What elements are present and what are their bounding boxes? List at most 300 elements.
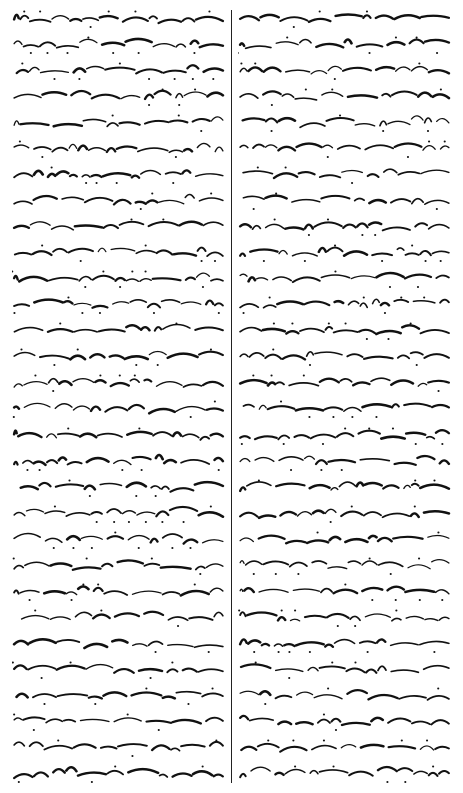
ink-stroke [129, 405, 144, 409]
ink-dot [334, 78, 336, 80]
ink-stroke [307, 540, 328, 543]
ink-stroke [74, 304, 91, 306]
ink-stroke [260, 691, 270, 695]
ink-dot [410, 323, 412, 325]
ink-stroke [357, 44, 382, 46]
ink-stroke [258, 744, 279, 748]
ink-stroke [388, 718, 410, 722]
ink-dot [441, 599, 443, 601]
ink-stroke [336, 14, 362, 16]
ink-stroke [34, 461, 46, 464]
ink-dot [441, 443, 443, 445]
ink-stroke [323, 145, 332, 148]
ink-dot [400, 297, 402, 299]
ink-stroke [114, 200, 130, 205]
ink-stroke [126, 326, 139, 329]
ink-stroke [371, 379, 390, 382]
ink-stroke [14, 173, 32, 177]
ink-stroke [98, 433, 122, 436]
verse-line [238, 372, 451, 394]
ink-stroke [48, 174, 55, 177]
ink-stroke [14, 430, 17, 434]
ink-stroke [103, 692, 126, 696]
ink-stroke [107, 509, 121, 513]
ink-stroke [255, 436, 277, 439]
ink-stroke [105, 68, 134, 70]
ink-dot [94, 703, 96, 705]
ink-dot [41, 156, 43, 158]
ink-stroke [363, 15, 370, 18]
ink-stroke [240, 538, 253, 542]
ink-stroke [46, 719, 62, 722]
ink-stroke [240, 691, 259, 694]
ink-dot [86, 557, 88, 559]
ink-stroke [23, 460, 32, 462]
ink-stroke [144, 611, 163, 614]
ink-stroke [279, 251, 287, 255]
ink-dot [238, 609, 240, 611]
ink-stroke [263, 561, 288, 564]
ink-dot [253, 651, 255, 653]
ink-stroke [149, 641, 163, 645]
ink-stroke [346, 668, 364, 672]
ink-stroke [428, 696, 449, 700]
ink-stroke [138, 148, 168, 151]
ink-stroke [278, 721, 291, 723]
ink-stroke [305, 456, 315, 459]
ink-stroke [259, 515, 275, 517]
ink-stroke [347, 690, 367, 694]
ink-dot [444, 141, 446, 143]
ink-dot [68, 479, 70, 481]
ink-stroke [321, 196, 349, 199]
ink-dot [426, 739, 428, 741]
ink-stroke [289, 383, 318, 386]
ink-dot [177, 625, 179, 627]
ink-stroke [425, 40, 449, 43]
ink-dot [344, 583, 346, 585]
ink-dot [351, 416, 353, 418]
ink-stroke [357, 482, 364, 486]
ink-stroke [268, 383, 275, 386]
ink-stroke [149, 16, 156, 18]
ink-stroke [128, 769, 158, 773]
ink-stroke [259, 406, 266, 410]
ink-stroke [377, 639, 385, 642]
ink-stroke [186, 278, 195, 280]
ink-dot [436, 52, 438, 54]
ink-stroke [14, 742, 24, 746]
ink-stroke [418, 384, 426, 387]
ink-stroke [280, 747, 306, 752]
verse-line [238, 216, 451, 238]
verse-line [238, 138, 451, 160]
ink-stroke [171, 748, 180, 750]
ink-dot [253, 573, 255, 575]
ink-stroke [294, 435, 309, 437]
verse-line [12, 216, 225, 238]
ink-stroke [69, 145, 77, 149]
ink-stroke [43, 92, 66, 95]
ink-stroke [207, 409, 223, 411]
ink-stroke [148, 304, 160, 308]
ink-dot [308, 416, 310, 418]
verse-line [12, 529, 225, 551]
ink-dot [218, 469, 220, 471]
ink-stroke [307, 352, 314, 356]
ink-dot [30, 52, 32, 54]
ink-dot [99, 375, 101, 377]
ink-stroke [159, 20, 181, 23]
verse-line [238, 503, 451, 525]
ink-stroke [145, 121, 169, 124]
ink-stroke [251, 767, 270, 771]
ink-stroke [162, 300, 180, 303]
ink-stroke [20, 590, 39, 592]
ink-stroke [319, 248, 326, 252]
ink-stroke [147, 721, 171, 723]
ink-dot [242, 312, 244, 314]
ink-dot [323, 739, 325, 741]
verse-line [238, 60, 451, 82]
ink-stroke [110, 356, 123, 358]
ink-stroke [413, 301, 434, 303]
ink-stroke [246, 561, 262, 565]
ink-dot [278, 651, 280, 653]
ink-dot [210, 349, 212, 351]
ink-stroke [266, 145, 277, 148]
ink-stroke [14, 718, 21, 720]
ink-stroke [86, 664, 113, 669]
ink-dot [70, 599, 72, 601]
ink-stroke [412, 116, 423, 120]
ink-dot [368, 427, 370, 429]
ink-stroke [312, 745, 336, 749]
ink-stroke [14, 641, 28, 645]
ink-stroke [139, 669, 162, 671]
ink-dot [201, 260, 203, 262]
ink-stroke [80, 39, 97, 42]
ink-stroke [286, 70, 310, 72]
ink-dot [281, 609, 283, 611]
ink-dot [148, 78, 150, 80]
verse-line [12, 477, 225, 499]
ink-dot [66, 52, 68, 54]
ink-stroke [436, 430, 449, 433]
ink-dot [95, 182, 97, 184]
ink-stroke [436, 276, 449, 279]
ink-dot [363, 297, 365, 299]
ink-stroke [114, 460, 131, 464]
ink-stroke [92, 306, 107, 308]
ink-stroke [81, 719, 109, 721]
ink-dot [344, 427, 346, 429]
ink-dot [291, 323, 293, 325]
ink-stroke [412, 483, 419, 485]
ink-stroke [39, 483, 50, 486]
verse-line [238, 164, 451, 186]
ink-stroke [90, 355, 104, 358]
ink-dot [23, 11, 25, 13]
ink-dot [273, 323, 275, 325]
ink-stroke [114, 718, 141, 722]
ink-stroke [292, 200, 320, 202]
ink-stroke [117, 147, 136, 149]
ink-stroke [259, 535, 285, 538]
ink-stroke [168, 644, 193, 646]
ink-stroke [376, 16, 393, 19]
ink-stroke [296, 642, 323, 645]
ink-stroke [240, 774, 246, 777]
ink-dot [41, 677, 43, 679]
ink-dot [270, 375, 272, 377]
ink-stroke [14, 353, 35, 357]
ink-stroke [14, 202, 32, 205]
ink-stroke [250, 718, 273, 720]
ink-dot [332, 416, 334, 418]
ink-dot [424, 260, 426, 262]
ink-dot [171, 661, 173, 663]
ink-stroke [157, 382, 182, 387]
ink-stroke [284, 644, 294, 646]
ink-dot [354, 625, 356, 627]
ink-stroke [353, 383, 369, 386]
ink-dot [440, 260, 442, 262]
ink-dot [264, 703, 266, 705]
ink-stroke [30, 639, 56, 643]
ink-stroke [93, 276, 114, 280]
ink-dot [437, 390, 439, 392]
ink-stroke [184, 92, 206, 96]
ink-dot [290, 469, 292, 471]
verse-line [238, 425, 451, 447]
ink-dot [183, 521, 185, 523]
ink-stroke [345, 40, 352, 44]
ink-dot [418, 63, 420, 65]
ink-dot [121, 469, 123, 471]
verse-line [12, 112, 225, 134]
ink-dot [162, 89, 164, 91]
ink-dot [330, 521, 332, 523]
ink-dot [108, 11, 110, 13]
ink-dot [72, 547, 74, 549]
ink-stroke [102, 563, 112, 566]
ink-stroke [274, 644, 282, 646]
ink-stroke [348, 95, 377, 97]
ink-dot [294, 765, 296, 767]
ink-stroke [253, 226, 261, 229]
verse-line [238, 398, 451, 420]
ink-stroke [316, 460, 327, 464]
ink-stroke [58, 694, 88, 696]
ink-stroke [14, 15, 19, 20]
ink-stroke [391, 643, 419, 646]
ink-dot [416, 364, 418, 366]
ink-stroke [275, 773, 283, 775]
ink-stroke [127, 431, 151, 434]
ink-stroke [176, 691, 200, 693]
ink-stroke [424, 355, 448, 359]
ink-stroke [46, 538, 62, 542]
ink-dot [12, 661, 14, 663]
ink-stroke [34, 300, 62, 303]
ink-dot [395, 599, 397, 601]
ink-stroke [378, 538, 392, 541]
ink-stroke [310, 485, 330, 488]
ink-stroke [365, 483, 382, 485]
ink-stroke [304, 302, 329, 306]
ink-stroke [360, 641, 376, 643]
ink-stroke [14, 384, 22, 387]
ink-dot [351, 505, 353, 507]
ink-stroke [392, 618, 401, 620]
ink-dot [297, 573, 299, 575]
ink-stroke [30, 742, 43, 746]
ink-stroke [345, 539, 367, 542]
ink-stroke [410, 40, 424, 44]
ink-stroke [417, 456, 434, 459]
ink-stroke [144, 380, 151, 382]
ink-dot [77, 349, 79, 351]
ink-stroke [296, 409, 323, 411]
verse-columns [6, 6, 457, 787]
ink-dot [386, 781, 388, 783]
ink-dot [114, 765, 116, 767]
ink-stroke [181, 591, 209, 596]
ink-stroke [149, 222, 178, 226]
ink-dot [134, 375, 136, 377]
ink-stroke [214, 774, 223, 776]
ink-stroke [321, 588, 332, 592]
ink-stroke [64, 302, 72, 304]
ink-stroke [204, 69, 223, 72]
ink-stroke [166, 172, 181, 174]
ink-stroke [170, 121, 187, 123]
ink-stroke [195, 328, 223, 331]
ink-stroke [70, 175, 77, 177]
ink-stroke [263, 329, 285, 331]
ink-dot [114, 531, 116, 533]
ink-stroke [74, 330, 97, 332]
ink-stroke [195, 645, 223, 647]
ink-dot [288, 677, 290, 679]
ink-stroke [339, 482, 355, 487]
ink-dot [119, 286, 121, 288]
ink-stroke [14, 41, 22, 44]
ink-stroke [208, 93, 223, 97]
ink-stroke [240, 304, 258, 308]
ink-stroke [152, 745, 169, 750]
ink-dot [214, 401, 216, 403]
ink-stroke [184, 149, 192, 151]
ink-stroke [424, 665, 449, 669]
ink-dot [175, 156, 177, 158]
ink-stroke [240, 94, 258, 98]
ink-stroke [278, 435, 289, 439]
ink-stroke [360, 303, 367, 307]
ink-dot [294, 609, 296, 611]
ink-stroke [120, 222, 144, 225]
ink-stroke [290, 562, 307, 566]
ink-stroke [404, 404, 430, 407]
ink-stroke [435, 747, 449, 749]
ink-stroke [113, 302, 129, 304]
ink-stroke [349, 772, 372, 776]
ink-dot [285, 167, 287, 169]
ink-stroke [34, 171, 43, 175]
ink-stroke [25, 562, 49, 566]
ink-dot [354, 661, 356, 663]
ink-stroke [153, 44, 174, 47]
ink-dot [390, 573, 392, 575]
ink-stroke [101, 746, 117, 748]
ink-stroke [111, 249, 135, 251]
ink-dot [202, 286, 204, 288]
ink-stroke [420, 746, 433, 750]
ink-dot [395, 609, 397, 611]
ink-stroke [276, 669, 303, 671]
ink-dot [238, 52, 239, 54]
ink-stroke [355, 124, 374, 126]
ink-stroke [198, 669, 222, 672]
ink-stroke [162, 486, 169, 488]
ink-stroke [174, 254, 196, 256]
ink-dot [437, 531, 439, 533]
ink-stroke [114, 669, 133, 673]
ink-stroke [391, 381, 413, 385]
ink-stroke [78, 146, 87, 151]
ink-stroke [211, 279, 223, 281]
ink-stroke [191, 41, 199, 44]
ink-stroke [404, 485, 410, 488]
ink-dot [128, 521, 130, 523]
ink-dot [178, 115, 180, 117]
ink-dot [13, 557, 15, 559]
ink-dot [323, 713, 325, 715]
ink-dot [174, 78, 176, 80]
ink-stroke [28, 666, 55, 670]
verse-line [12, 190, 225, 212]
ink-stroke [127, 482, 146, 486]
ink-stroke [266, 196, 287, 199]
ink-dot [39, 11, 41, 13]
ink-stroke [19, 277, 47, 281]
ink-stroke [384, 169, 397, 172]
ink-dot [395, 37, 397, 39]
verse-line [12, 685, 225, 707]
ink-stroke [240, 716, 248, 719]
ink-dot [320, 469, 322, 471]
ink-stroke [283, 356, 305, 360]
ink-stroke [206, 301, 213, 305]
verse-line [12, 346, 225, 368]
verse-line [12, 8, 225, 30]
ink-dot [155, 495, 157, 497]
ink-dot [87, 37, 89, 39]
ink-stroke [364, 512, 381, 516]
ink-dot [351, 182, 353, 184]
verse-line [12, 737, 225, 759]
ink-stroke [411, 67, 427, 71]
ink-dot [39, 469, 41, 471]
ink-stroke [440, 460, 449, 464]
ink-stroke [128, 535, 149, 539]
ink-dot [157, 364, 159, 366]
ink-dot [440, 89, 442, 91]
ink-dot [337, 625, 339, 627]
ink-stroke [157, 251, 172, 255]
ink-stroke [56, 484, 83, 486]
